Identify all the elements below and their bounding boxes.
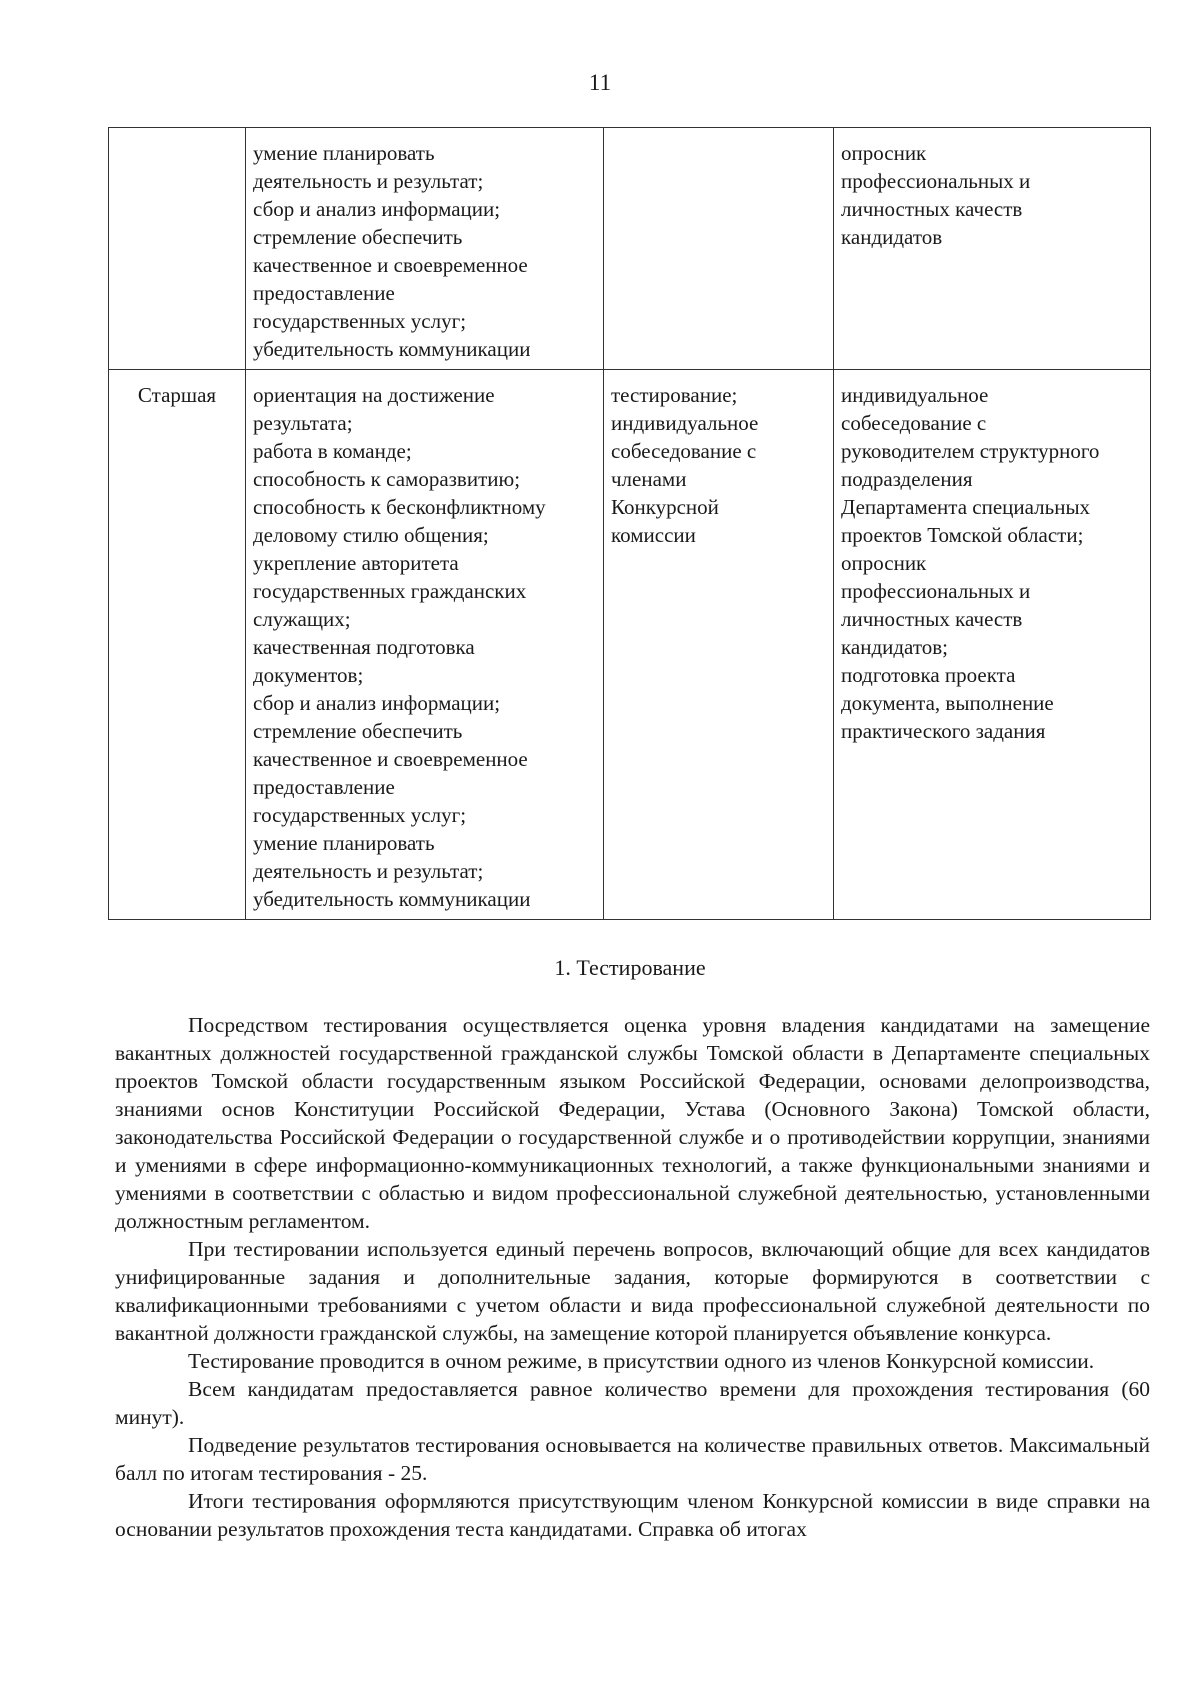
cell-line: ориентация на достижение (253, 383, 495, 407)
cell-line: качественная подготовка (253, 635, 475, 659)
cell-line: собеседование с (611, 439, 757, 463)
cell-line: подразделения (841, 467, 973, 491)
cell-line: практического задания (841, 719, 1046, 743)
paragraph: Итоги тестирования оформляются присутствующим членом Конкурсной комиссии в виде справки на основании результатов прохождения теста кандидатами. Справка об итогах (115, 1489, 1150, 1541)
section-title: 1. Тестирование (554, 955, 706, 980)
cell-line: умение планировать (253, 831, 435, 855)
competencies-cell (246, 370, 604, 920)
cell-line: проектов Томской области; (841, 523, 1084, 547)
cell-line: профессиональных и (841, 579, 1031, 603)
cell-line: предоставление (253, 775, 395, 799)
competencies-cell (246, 128, 604, 370)
cell-line: собеседование с (841, 411, 987, 435)
cell-line: результата; (253, 411, 353, 435)
cell-line: Конкурсной (611, 495, 719, 519)
cell-line: государственных услуг; (253, 309, 467, 333)
cell-line: профессиональных и (841, 169, 1031, 193)
cell-line: качественное и своевременное (253, 253, 528, 277)
paragraph: Подведение результатов тестирования основывается на количестве правильных ответов. Максимальный балл по итогам тестирования - 25. (115, 1433, 1150, 1485)
cell-line: стремление обеспечить (253, 719, 463, 743)
paragraph: Тестирование проводится в очном режиме, в присутствии одного из членов Конкурсной комиссии. (188, 1349, 1095, 1373)
tools-cell (834, 128, 1151, 370)
cell-line: сбор и анализ информации; (253, 197, 501, 221)
cell-line: подготовка проекта (841, 663, 1016, 687)
cell-line: укрепление авторитета (253, 551, 459, 575)
cell-line: опросник (841, 551, 927, 575)
cell-line: кандидатов (841, 225, 943, 249)
cell-line: убедительность коммуникации (253, 887, 531, 911)
competency-table (108, 127, 1151, 920)
cell-line: личностных качеств (841, 607, 1023, 631)
cell-line: Департамента специальных (841, 495, 1091, 519)
table-row (109, 128, 1151, 370)
cell-line: убедительность коммуникации (253, 337, 531, 361)
cell-line: руководителем структурного (841, 439, 1100, 463)
cell-line: работа в команде; (253, 439, 412, 463)
cell-line: сбор и анализ информации; (253, 691, 501, 715)
tools-cell (834, 370, 1151, 920)
cell-line: членами (611, 467, 687, 491)
group-cell (109, 128, 246, 370)
methods-cell (604, 128, 834, 370)
group-cell: Старшая (109, 370, 246, 920)
paragraph: Всем кандидатам предоставляется равное количество времени для прохождения тестирования (60 минут). (115, 1377, 1150, 1429)
cell-line: способность к бесконфликтному (253, 495, 546, 519)
cell-line: кандидатов; (841, 635, 948, 659)
cell-line: государственных услуг; (253, 803, 467, 827)
cell-line: комиссии (611, 523, 696, 547)
cell-line: государственных гражданских (253, 579, 527, 603)
cell-line: способность к саморазвитию; (253, 467, 521, 491)
paragraph: Посредством тестирования осуществляется оценка уровня владения кандидатами на замещение вакантных должностей государственной гражданской службы Томской области в Департаменте специальных проектов Томской области государственным языком Российской Федерации, основами делопроизводства, знаниями основ Конституции Российской Федерации, Устава (Основного Закона) Томской области, законодательства Российской Федерации о государственной службе и о противодействии коррупции, знаниями и умениями в сфере информационно-коммуникационных технологий, а также функциональными знаниями и умениями в соответствии с областью и видом профессиональной служебной деятельностью, установленными должностным регламентом. (115, 1013, 1150, 1233)
cell-line: документа, выполнение (841, 691, 1054, 715)
section-body (115, 1011, 1150, 1543)
cell-line: деятельность и результат; (253, 169, 484, 193)
cell-line: индивидуальное (611, 411, 759, 435)
cell-line: умение планировать (253, 141, 435, 165)
cell-line: стремление обеспечить (253, 225, 463, 249)
cell-line: личностных качеств (841, 197, 1023, 221)
cell-line: качественное и своевременное (253, 747, 528, 771)
methods-cell (604, 370, 834, 920)
cell-line: деловому стилю общения; (253, 523, 489, 547)
table-row (109, 370, 1151, 920)
cell-line: предоставление (253, 281, 395, 305)
cell-line: опросник (841, 141, 927, 165)
paragraph: При тестировании используется единый перечень вопросов, включающий общие для всех кандидатов унифицированные задания и дополнительные задания, которые формируются в соответствии с квалификационными требованиями с учетом области и вида профессиональной служебной деятельности по вакантной должности гражданской службы, на замещение которой планируется объявление конкурса. (115, 1237, 1150, 1345)
cell-line: индивидуальное (841, 383, 989, 407)
cell-line: документов; (253, 663, 364, 687)
cell-line: тестирование; (611, 383, 738, 407)
cell-line: служащих; (253, 607, 351, 631)
cell-line: деятельность и результат; (253, 859, 484, 883)
page-number: 11 (588, 70, 612, 95)
